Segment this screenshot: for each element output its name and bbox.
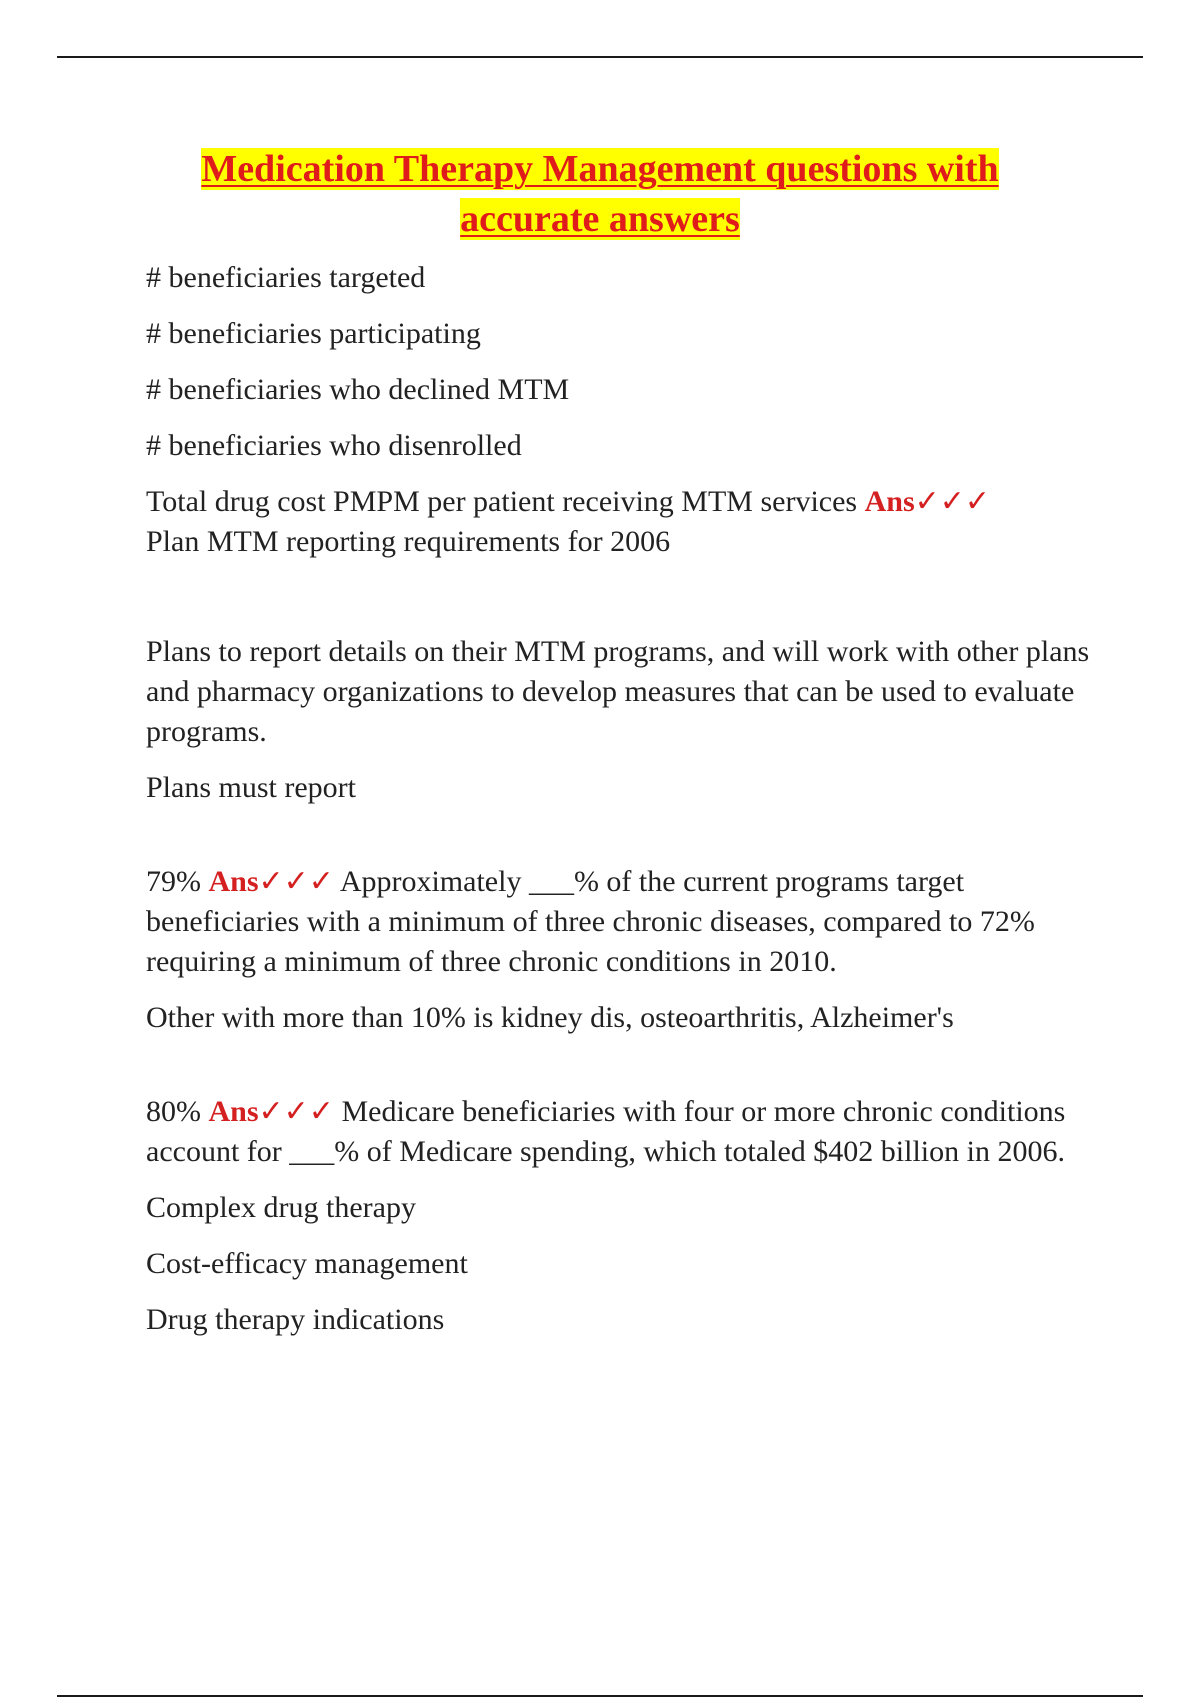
ans-label: Ans [864,485,915,518]
paragraph: Other with more than 10% is kidney dis, osteoarthritis, Alzheimer's [146,1001,954,1034]
qa-block-1 [146,482,1096,562]
qa-question-text: Approximately ___% of the current programs target beneficiaries with a minimum of three chronic diseases, compared to 72% requiring a minimum of three chronic conditions in 2010. [146,865,1035,978]
list-item: # beneficiaries participating [146,317,481,350]
bottom-rule [57,1695,1143,1697]
list-item: # beneficiaries who declined MTM [146,373,570,406]
list-item: Cost-efficacy management [146,1247,468,1280]
document-body [146,258,1096,1356]
list-item: # beneficiaries who disenrolled [146,429,522,462]
ans-label: Ans [208,1095,259,1128]
qa-answer-value: 80% [146,1095,201,1128]
checkmark-icon: ✓✓✓ [258,1095,334,1128]
checkmark-icon: ✓✓✓ [914,485,991,518]
title-line-2: accurate answers [460,198,740,240]
top-rule [57,56,1143,58]
paragraph: Plans must report [146,771,356,804]
qa-question-text: Medicare beneficiaries with four or more chronic conditions account for ___% of Medicare spending, which totaled $402 billion in 2006. [146,1095,1066,1168]
list-item: # beneficiaries targeted [146,261,426,294]
checkmark-icon: ✓✓✓ [258,865,334,898]
qa-answer-text: Total drug cost PMPM per patient receiving MTM services [146,485,858,518]
qa-answer-value: 79% [146,865,201,898]
qa-block-3 [146,1092,1096,1172]
qa-question-text: Plan MTM reporting requirements for 2006 [146,525,671,558]
list-item: Drug therapy indications [146,1303,445,1336]
ans-label: Ans [208,865,259,898]
page-title [0,144,1200,244]
list-item: Complex drug therapy [146,1191,416,1224]
paragraph: Plans to report details on their MTM programs, and will work with other plans and pharmacy organizations to develop measures that can be used to evaluate programs. [146,635,1090,748]
qa-block-2 [146,862,1096,982]
title-line-1: Medication Therapy Management questions with [201,148,999,190]
